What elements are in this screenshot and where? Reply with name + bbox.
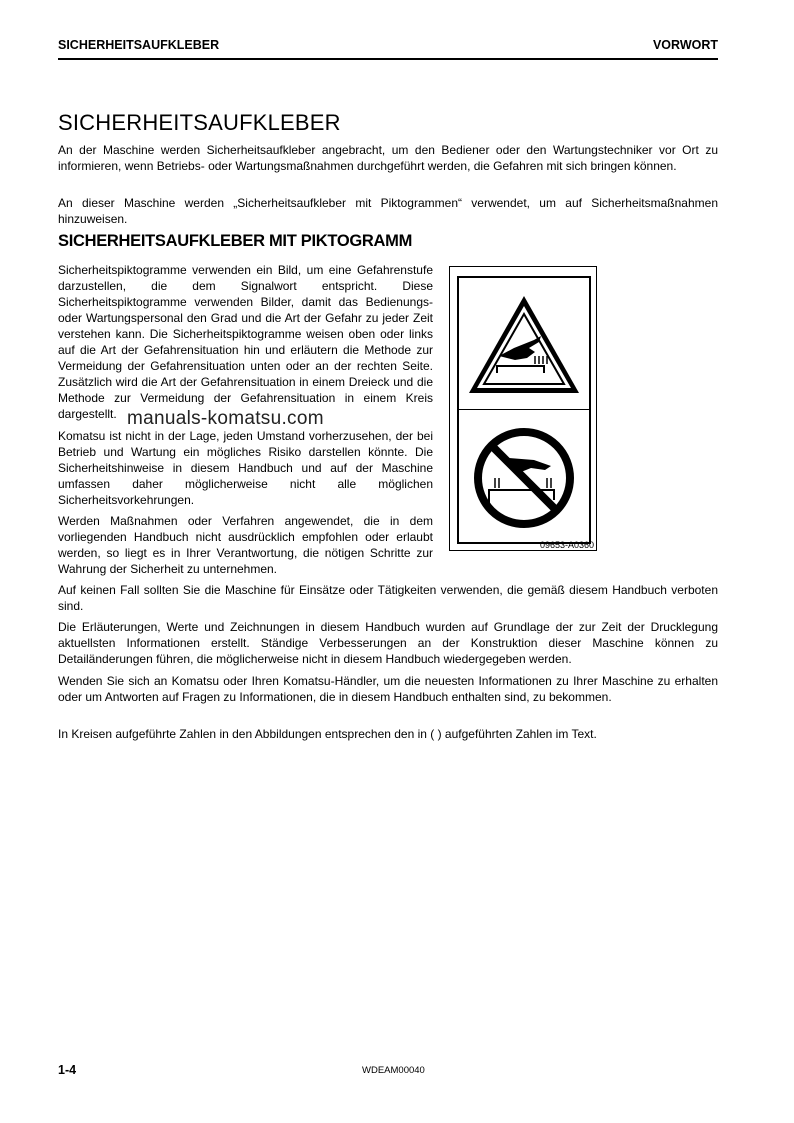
column-paragraph: Sicherheitspiktogramme verwenden ein Bild, um eine Gefahrenstufe darzustellen, die dem Signalwort entspricht. Diese Sicherheitspiktogramme verwenden Bilder, damit das Bedienungs- oder Wartungspersonal den Grad und die Art der Gefahr zu jeder Zeit verstehen kann. Die Sicherheitspiktogramme weisen oben oder links auf die Art der Gefahrensituation hin und erläutern die Methode zur Vermeidung der Gefahrensituation unten oder an der rechten Seite. Zusätzlich wird die Art der Gefahrensituation in einem Dreieck und die Methode zur Vermeidung der Gefahrensituation in einem Kreis dargestellt.	[58, 263, 433, 421]
document-code: WDEAM00040	[362, 1065, 425, 1076]
body-paragraph: Auf keinen Fall sollten Sie die Maschine für Einsätze oder Tätigkeiten verwenden, die gemäß diesem Handbuch verboten sind.	[58, 583, 718, 613]
intro-paragraph: An der Maschine werden Sicherheitsaufkleber angebracht, um den Bediener oder den Wartungstechniker vor Ort zu informieren, wenn Betriebs- oder Wartungsmaßnahmen durchgeführt werden, die Gefahren mit sich bringen können.	[58, 143, 718, 173]
warning-triangle-hand-icon	[459, 278, 589, 408]
header-chapter: VORWORT	[652, 38, 718, 52]
page-header	[58, 38, 718, 60]
watermark: manuals-komatsu.com	[127, 408, 324, 429]
header-section: SICHERHEITSAUFKLEBER	[58, 38, 220, 52]
page-number: 1-4	[58, 1063, 77, 1077]
safety-pictogram-figure	[449, 266, 597, 551]
column-paragraph: Komatsu ist nicht in der Lage, jeden Umstand vorherzusehen, der bei Betrieb und Wartung ein mögliches Risiko darstellen könnte. Die Sicherheitshinweise in diesem Handbuch und auf der Maschine umfassen daher möglicherweise nicht alle möglichen Sicherheitsvorkehrungen.	[58, 429, 433, 507]
prohibition-circle-hand-icon	[459, 410, 589, 540]
body-paragraph: Die Erläuterungen, Werte und Zeichnungen in diesem Handbuch wurden auf Grundlage der zur Zeit der Drucklegung aktuellsten Informationen erstellt. Ständige Verbesserungen an der Konstruktion dieser Maschine können zu Detailänderungen führen, die möglicherweise nicht in diesem Handbuch wiedergegeben werden.	[58, 620, 718, 666]
column-paragraph: Werden Maßnahmen oder Verfahren angewendet, die in dem vorliegenden Handbuch nicht ausdrücklich empfohlen oder erlaubt werden, so liegt es in Ihrer Verantwortung, die nötigen Schritte zur Wahrung der Sicherheit zu unternehmen.	[58, 514, 433, 576]
page-title: SICHERHEITSAUFKLEBER	[58, 110, 341, 135]
figure-code: 09653-A0360	[539, 540, 594, 550]
section-subtitle: SICHERHEITSAUFKLEBER MIT PIKTOGRAMM	[58, 232, 413, 250]
body-paragraph: In Kreisen aufgeführte Zahlen in den Abbildungen entsprechen den in ( ) aufgeführten Zahlen im Text.	[58, 727, 597, 741]
body-paragraph: Wenden Sie sich an Komatsu oder Ihren Komatsu-Händler, um die neuesten Informationen zu Ihrer Maschine zu erhalten oder um Antworten auf Fragen zu Informationen, die in diesem Handbuch enthalten sind, zu bekommen.	[58, 674, 718, 704]
intro-paragraph: An dieser Maschine werden „Sicherheitsaufkleber mit Piktogrammen“ verwendet, um auf Sicherheitsmaßnahmen hinzuweisen.	[58, 196, 718, 226]
